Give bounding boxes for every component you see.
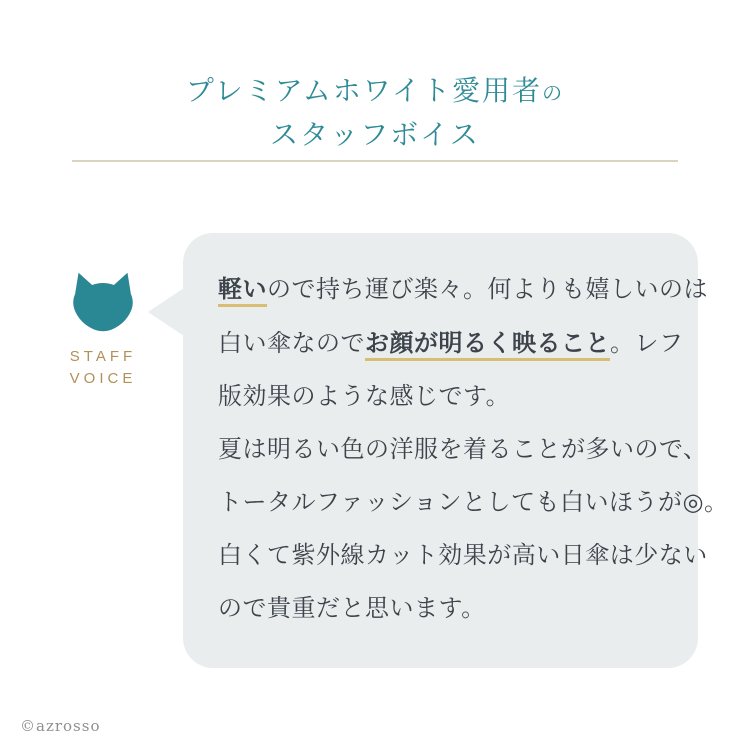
bubble-text: トータルファッションとしても白いほうが◎。 xyxy=(218,488,729,516)
bubble-text-line xyxy=(218,476,729,529)
highlight-text: 軽い xyxy=(218,274,267,307)
staff-label-line2: VOICE xyxy=(69,370,137,387)
title-line1-particle: の xyxy=(541,81,565,105)
cat-icon xyxy=(69,270,137,334)
title-line1 xyxy=(0,70,750,114)
bubble-text-line xyxy=(218,262,708,316)
bubble-text: 。レフ xyxy=(610,329,684,357)
bubble-text: 白くて紫外線カット効果が高い日傘は少ない xyxy=(218,541,708,569)
bubble-text-line xyxy=(218,582,674,635)
watermark: ©azrosso xyxy=(20,717,101,735)
bubble-text-line xyxy=(218,370,674,423)
bubble-text-line xyxy=(218,423,708,476)
title-line2: スタッフボイス xyxy=(270,118,480,151)
staff-label-line1: STAFF xyxy=(69,348,137,365)
speech-bubble-tail-icon xyxy=(148,288,184,336)
staff-voice-label xyxy=(58,346,148,390)
highlight-text: お顔が明るく映ること xyxy=(365,328,610,361)
title-line1-main: プレミアムホワイト愛用者 xyxy=(185,74,542,107)
header-divider xyxy=(72,160,678,162)
speech-bubble xyxy=(183,233,729,668)
staff-voice-badge xyxy=(58,270,148,390)
bubble-text-line xyxy=(218,529,708,582)
bubble-text: 版効果のような感じです。 xyxy=(218,382,511,410)
page-title xyxy=(0,70,750,156)
bubble-text: 夏は明るい色の洋服を着ることが多いので、 xyxy=(218,435,708,463)
bubble-text-line xyxy=(218,316,684,370)
bubble-text: ので貴重だと思います。 xyxy=(218,594,486,622)
bubble-text: ので持ち運び楽々。何よりも嬉しいのは xyxy=(267,275,708,303)
bubble-text: 白い傘なので xyxy=(218,329,365,357)
